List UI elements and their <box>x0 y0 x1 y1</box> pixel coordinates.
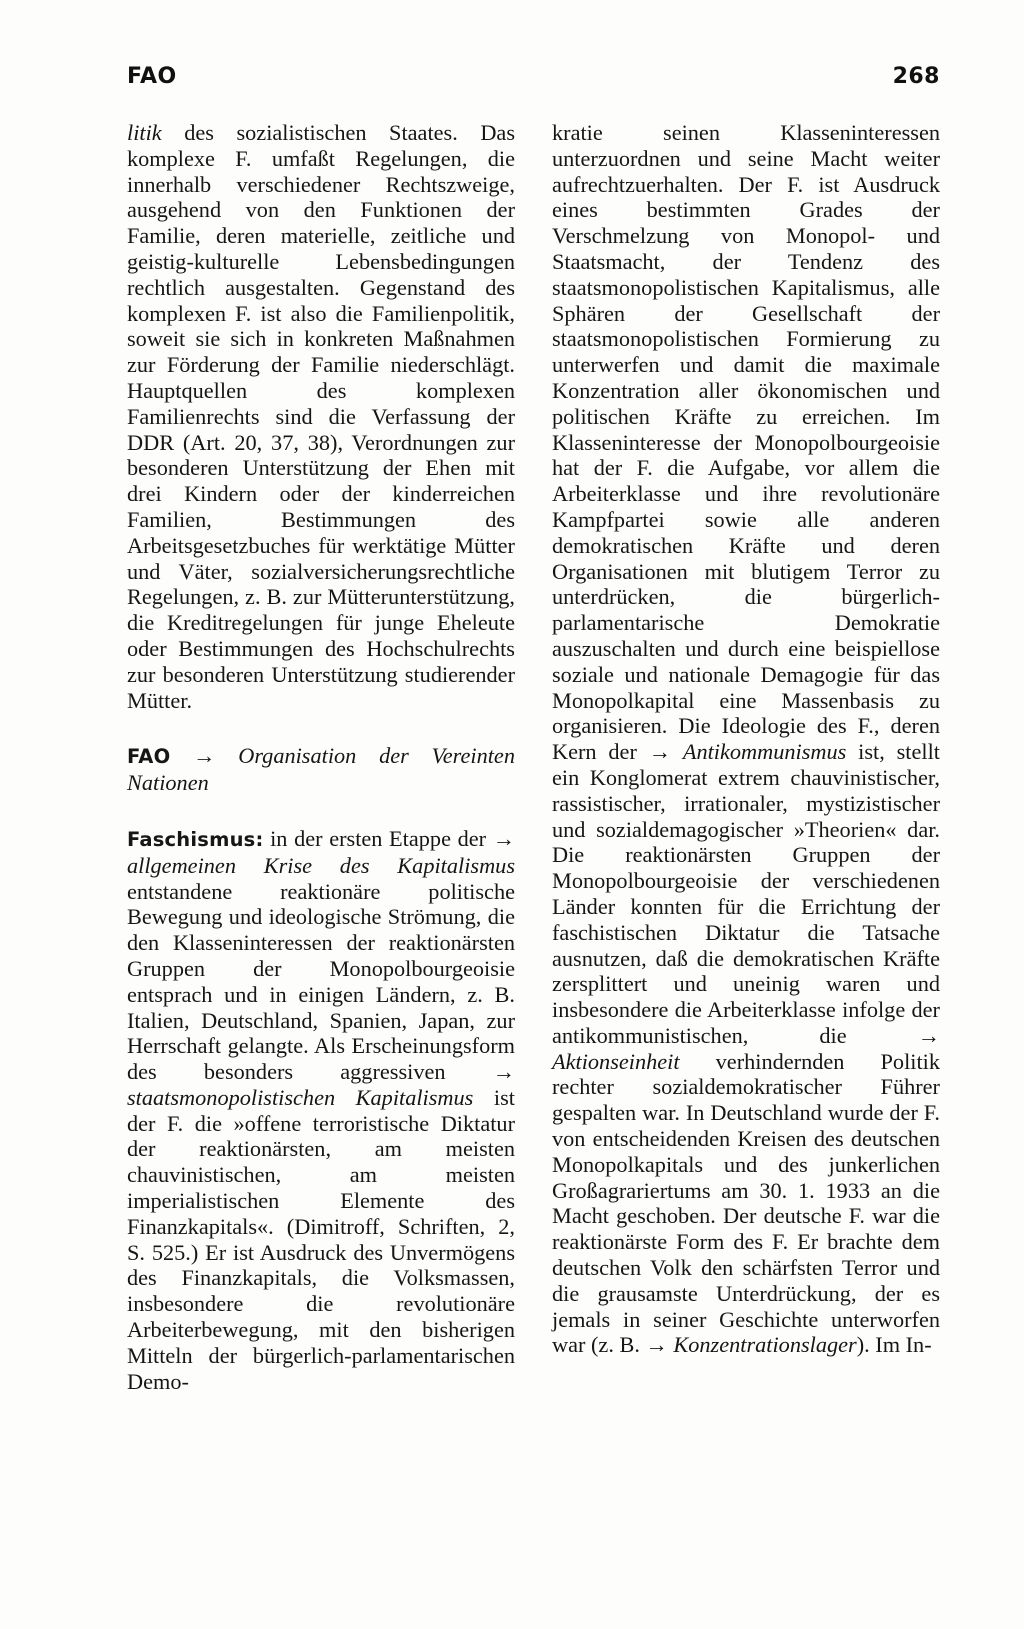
entry-text: ). Im In- <box>856 1332 932 1358</box>
entry-text: verhindernden Politik rechter sozialdemokratischer Führer gespalten war. In Deutschland wurde der F. von entscheidenden Kreisen des deutschen Monopolkapitals und des junkerlichen Großagrariertums am 30. 1. 1933 an die Macht geschoben. Der deutsche F. war die reaktionärste Form des F. Er brachte dem deutschen Volk den schärfsten Terror und die grausamste Unterdrückung, der es jemals in seiner Geschichte unterworfen war (z. B. <box>552 1048 940 1358</box>
arrow-icon: → <box>917 1022 940 1048</box>
continuation-text: des sozialistischen Staates. Das komplexe F. umfaßt Regelungen, die innerhalb verschiedener Rechtszweige, ausgehend von den Funktionen der Familie, deren materielle, zeitliche und geistig-kulturelle Lebensbedingungen rechtlich ausgestalten. Gegenstand des komplexen F. ist also die Familienpolitik, soweit sie sich in konkreten Maßnahmen zur Förderung der Familie niederschlägt. Hauptquellen des komplexen Familienrechts sind die Verfassung der DDR (Art. 20, 37, 38), Verordnungen zur besonderen Unterstützung der Ehen mit drei Kindern oder der kinderreichen Familien, Bestimmungen des Arbeitsgesetzbuches für werktätige Mütter und Väter, sozialversicherungsrechtliche Regelungen, z. B. zur Mütterunterstützung, die Kreditregelungen für junge Eheleute oder Bestimmungen des Hochschulrechts zur besonderen Unterstützung studierender Mütter. <box>127 120 515 713</box>
cross-ref-antikommunismus[interactable]: Antikommunismus <box>682 739 847 765</box>
arrow-icon: → <box>492 825 515 851</box>
entry-faschismus-continued <box>552 120 940 1358</box>
page-number: 268 <box>892 64 940 89</box>
cross-ref-aktionseinheit[interactable]: Aktionseinheit <box>552 1048 680 1074</box>
entry-continuation <box>127 120 515 713</box>
arrow-icon: → <box>170 743 239 769</box>
entry-text: ist, stellt ein Konglomerat extrem chauvinistischer, rassistischer, irrationaler, mystizistischer und sozialdemagogischer »Theorien« dar. Die reaktionärsten Gruppen der Monopolbourgeoisie der verschiedenen Länder konnten für die Errichtung der faschistischen Diktatur die Tatsache ausnutzen, daß die demokratischen Kräfte zersplittert und uneinig waren und insbesondere die Arbeiterklasse infolge der antikommunistischen, die <box>552 739 940 1048</box>
arrow-icon: → <box>492 1059 515 1085</box>
arrow-icon: → <box>648 739 683 765</box>
cross-ref-stamokap[interactable]: staatsmonopolistischen Kapitalismus <box>127 1084 474 1110</box>
entry-text: kratie seinen Klasseninteressen unterzuordnen und seine Macht weiter aufrechtzuerhalten. Der F. ist Ausdruck eines bestimmten Grades der Verschmelzung von Monopol- und Staatsmacht, der Tendenz des staatsmonopolistischen Kapitalismus, alle Sphären der Gesellschaft der staatsmonopolistischen Formierung zu unterwerfen und damit die maximale Konzentration aller ökonomischen und politischen Kräfte zu erreichen. Im Klasseninteresse der Monopolbourgeoisie hat der F. die Aufgabe, vor allem die Arbeiterklasse und ihre revolutionäre Kampfpartei sowie alle anderen demokratischen Kräfte und deren Organisationen mit blutigem Terror zu unterdrücken, die bürgerlich-parlamentarische Demokratie auszuschalten und durch eine beispiellose soziale und nationale Demagogie für das Monopolkapital eine Massenbasis zu organisieren. Die Ideologie des F., deren Kern der <box>552 120 940 765</box>
entry-text: in der ersten Etappe der <box>263 825 493 851</box>
entry-text: ist der F. die »offene terroristische Diktatur der reaktionärsten, am meisten chauvinistischen, am meisten imperialistischen Elemente des Finanzkapitals«. (Dimitroff, Schriften, 2, S. 525.) Er ist Ausdruck des Unvermögens des Finanzkapitals, die Volksmassen, insbesondere die revolutionäre Arbeiterbewegung, mit den bisherigen Mitteln der bürgerlich-parlamentarischen Demo- <box>127 1084 515 1394</box>
entry-faschismus <box>127 826 515 1395</box>
entry-term-faschismus: Faschismus: <box>127 827 264 851</box>
arrow-icon: → <box>645 1332 674 1358</box>
cross-ref-krise[interactable]: allgemeinen Krise des Kapitalismus <box>127 852 515 878</box>
left-column <box>127 120 515 1394</box>
continued-ref: litik <box>127 120 162 145</box>
cross-ref-konzentrationslager[interactable]: Konzentrationslager <box>673 1332 857 1358</box>
entry-text: entstandene reaktionäre politische Bewegung und ideologische Strömung, die den Klasseninteressen der reaktionärsten Gruppen der Monopolbourgeoisie entsprach und in einigen Ländern, z. B. Italien, Deutschland, Spanien, Japan, zur Herrschaft gelangte. Als Erscheinungsform des besonders aggressiven <box>127 878 515 1085</box>
cross-ref-organisation[interactable]: Organisation der Vereinten Nationen <box>127 743 515 796</box>
right-column <box>552 120 940 1358</box>
entry-term-fao: FAO <box>127 745 171 769</box>
entry-fao <box>127 743 515 796</box>
page-header <box>127 64 940 98</box>
running-head: FAO <box>127 64 177 89</box>
